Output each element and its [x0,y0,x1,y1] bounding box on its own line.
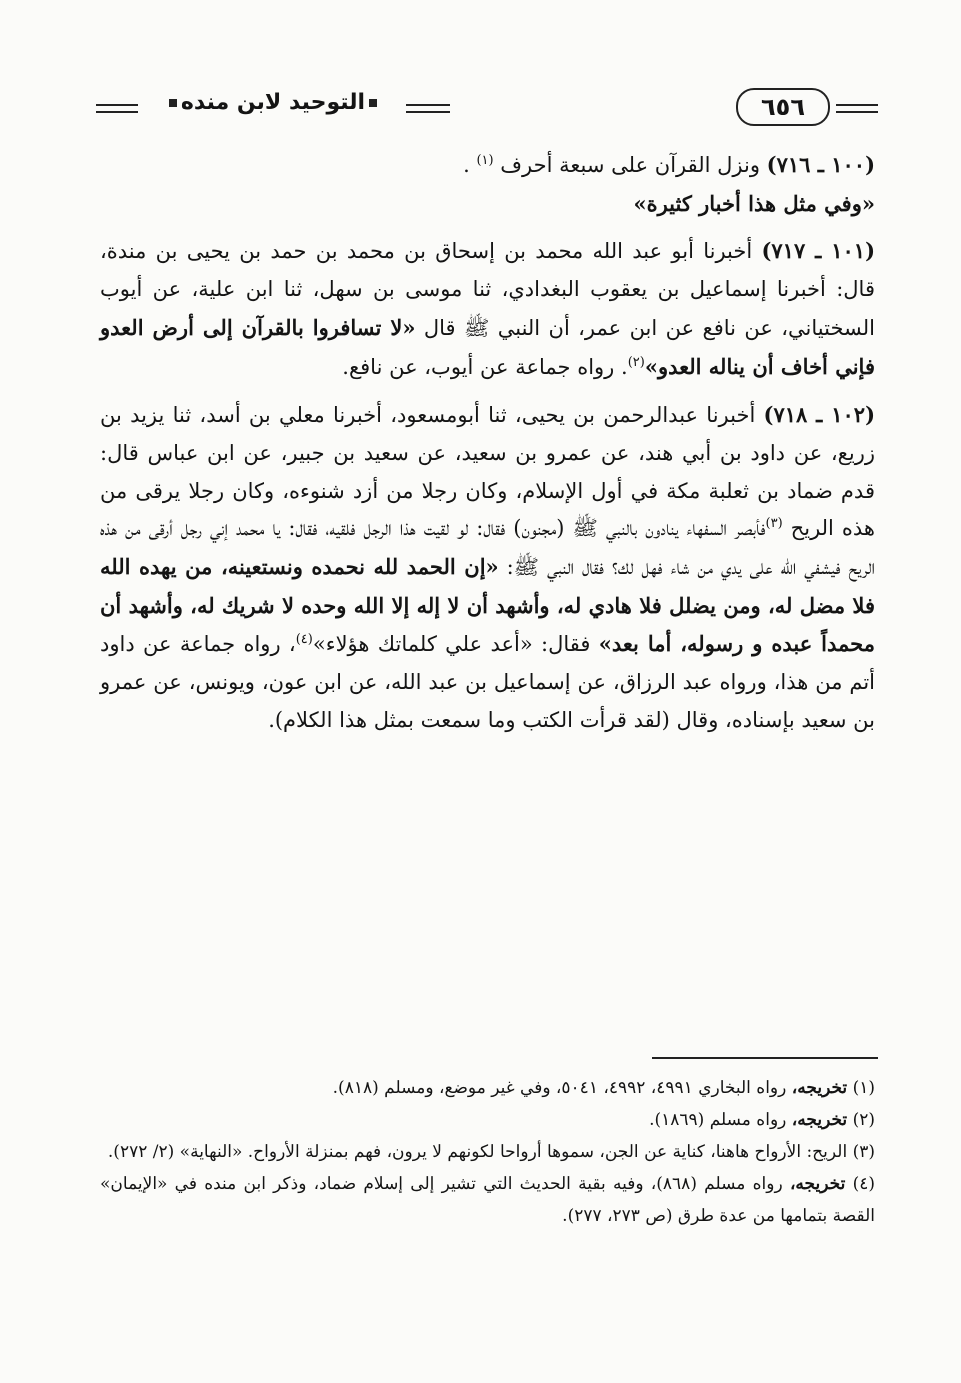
square-ornament-icon [369,99,377,107]
header-rule [406,104,450,106]
footnote-mark: (٣) [852,1142,875,1162]
header-rule [96,111,138,113]
hadith-text: ، رواه جماعة عن داود أتم من هذا، ورواه عبد الرزاق، عن إسماعيل بن عبد الله، عن ابن عون، ويونس، عن عمرو بن سعيد بإسناده، وقال (لقد قرأت الكتب وما سمعت بمثل هذا الكلام). [100,632,875,732]
footnote-text: الريح: الأرواح هاهنا، كناية عن الجن، سموها أرواحا لكونهم لا يرون، فهم بمنزلة الأرواح. «النهاية» (٢/ ٢٧٢). [107,1142,848,1162]
hadith-718 [100,396,875,739]
hadith-text: فأبصر السفهاء ينادون بالنبي ﷺ (مجنون) فقال: لو لقيت هذا الرجل فلقيه، فقال: يا محمد إني رجل أرقى من هذه الريح فيشفي الله على يدي من شاء فهل لك؟ فقال النبي ﷺ: [100,516,875,580]
hadith-quote: «إن الحمد لله نحمده ونستعينه، من يهده الله فلا مضل له، ومن يضلل فلا هادي له، وأشهد أن لا إله إلا الله وحده لا شريك له، وأشهد أن محمداً عبده و رسوله، أما بعد» [100,554,875,657]
hadith-text: أخبرنا عبدالرحمن بن يحيى، ثنا أبومسعود، أخبرنا معلي بن أسد، ثنا يزيد بن زريع، عن داود بن أبي هند، عن عمرو بن سعيد، عن سعيد بن جبير، عن ابن عباس قال: قدم ضماد بن ثعلبة مكة في أول الإسلام، وكان رجلا من أزد شنوءه، وكان رجلا يرقى من هذه الريح [100,403,875,541]
hadith-text: فقال: «أعد علي كلماتك هؤلاء» [312,632,599,657]
page-number: ٦٥٦ [736,88,830,126]
footnote-text: رواه مسلم (٨٦٨)، وفيه بقية الحديث التي تشير إلى إسلام ضماد، وذكر ابن منده في «الإيمان» القصة بتمامها من عدة طرق (ص ٢٧٣، ٢٧٧). [100,1174,875,1226]
footnote-mark: (٤) [852,1174,876,1194]
footnote-ref: (١) [476,153,494,168]
footnote-text: رواه البخاري ٤٩٩١، ٤٩٩٢، ٥٠٤١، وفي غير موضع، ومسلم (٨١٨). [332,1078,792,1098]
footnote-mark: (٢) [852,1110,875,1130]
header-rule [96,104,138,106]
footnote [100,1168,875,1232]
hadith-quote: «لا تسافروا بالقرآن إلى أرض العدو فإني أخاف أن يناله العدو» [100,314,875,379]
hadith-text: . رواه جماعة عن أيوب، عن نافع. [342,354,628,379]
footnote-mark: (١) [852,1078,875,1098]
hadith-number: (١٠٠ ـ ٧١٦) [766,152,875,177]
footnote-ref: (٤) [295,632,313,648]
header-rule [406,111,450,113]
square-ornament-icon [169,99,177,107]
footnote [100,1072,875,1104]
footnote-label: تخريجه، [789,1174,846,1194]
book-title [146,90,400,115]
hadith-716 [100,146,875,185]
footnote-ref: (٣) [765,516,783,532]
running-header [96,88,878,130]
footnote-label: تخريجه، [791,1110,848,1130]
footnote-text: رواه مسلم (١٨٦٩). [649,1110,792,1130]
hadith-number: (١٠١ ـ ٧١٧) [761,238,875,264]
book-title-text: التوحيد لابن منده [180,90,366,115]
footnote-separator [652,1057,878,1059]
footnote [100,1104,875,1136]
footnote-ref: (٢) [627,354,645,370]
main-text [100,146,875,740]
hadith-text: ونزل القرآن على سبعة أحرف [500,153,767,177]
hadith-number: (١٠٢ ـ ٧١٨) [763,402,875,428]
hadith-717 [100,232,875,386]
header-rule [836,104,878,106]
header-rule [836,111,878,113]
hadith-text: . [463,153,477,177]
footnote-label: تخريجه، [791,1078,848,1098]
section-remark: «وفي مثل هذا أخبار كثيرة» [633,190,875,216]
footnote [100,1136,875,1168]
footnotes [100,1072,875,1232]
hadith-text: أخبرنا أبو عبد الله محمد بن إسحاق بن محمد بن حمد بن يحيى بن مندة، قال: أخبرنا إسماعيل بن يعقوب البغدادي، ثنا موسى بن سهل، ثنا ابن علية، عن أيوب السختياني، عن نافع عن ابن عمر، أن النبي ﷺ قال [100,239,875,340]
